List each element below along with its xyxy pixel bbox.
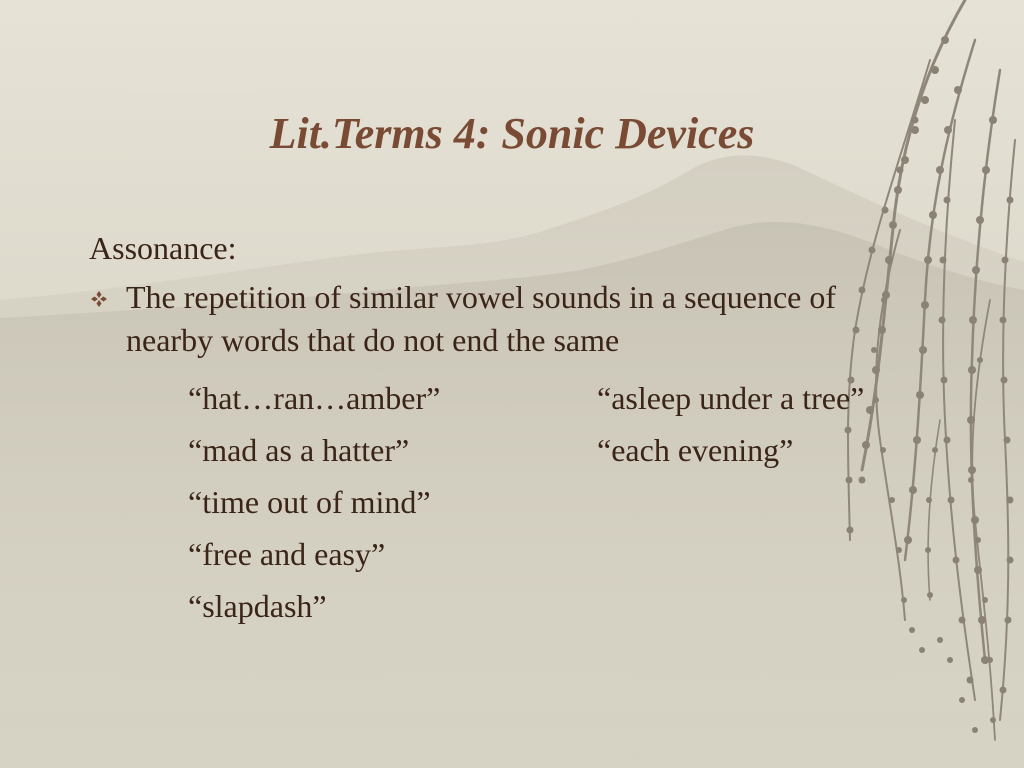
example-row <box>89 372 869 424</box>
example-row <box>89 528 869 580</box>
example-right: “each evening” <box>597 432 794 468</box>
example-row <box>89 476 869 528</box>
term-heading: Assonance: <box>89 230 237 266</box>
four-diamond-bullet-icon <box>91 291 107 307</box>
definition-text: The repetition of similar vowel sounds in a sequence of nearby words that do not end the same <box>126 279 837 358</box>
example-row <box>89 424 869 476</box>
example-left: “hat…ran…amber” <box>188 380 441 416</box>
example-left: “time out of mind” <box>188 484 431 520</box>
slide-body <box>89 228 869 632</box>
example-row <box>89 580 869 632</box>
definition-bullet <box>89 276 869 362</box>
example-left: “mad as a hatter” <box>188 432 410 468</box>
examples-list <box>89 372 869 632</box>
example-left: “free and easy” <box>188 536 386 572</box>
slide-title: Lit.Terms 4: Sonic Devices <box>269 109 755 158</box>
example-right: “asleep under a tree” <box>597 380 865 416</box>
example-left: “slapdash” <box>188 588 327 624</box>
